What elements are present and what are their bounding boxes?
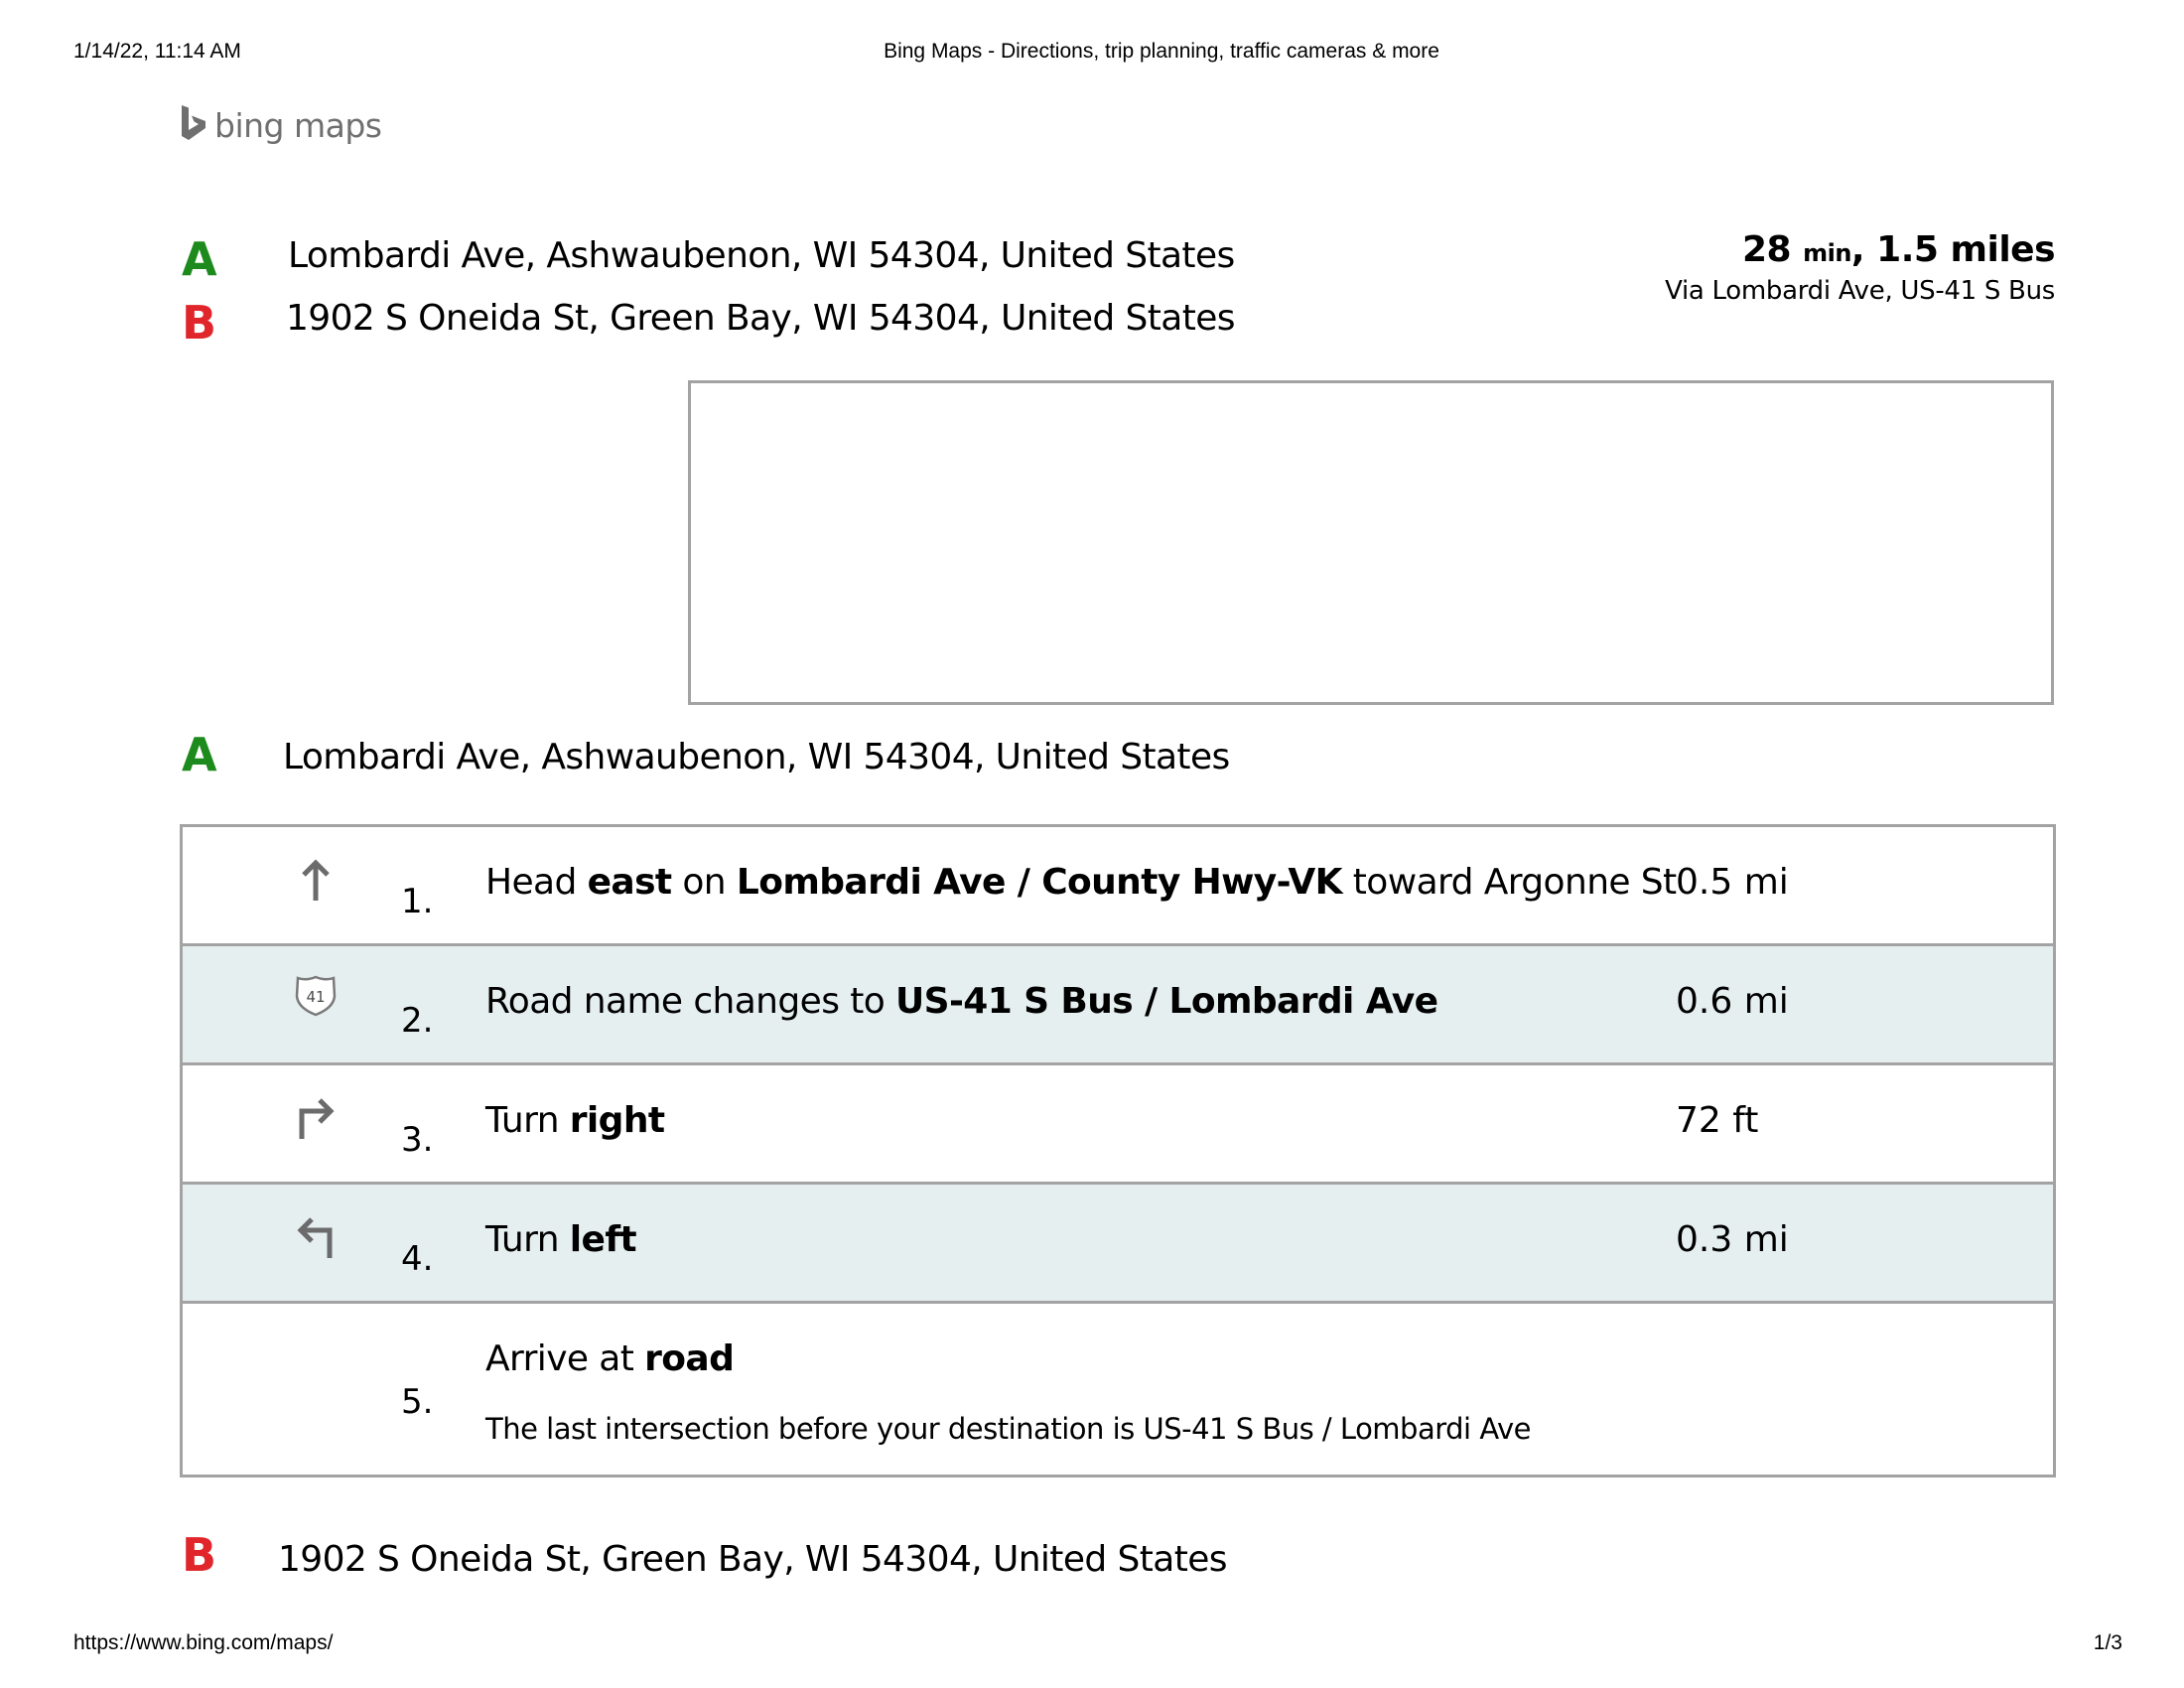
bing-logo-icon [179,103,208,148]
instruction-part: on [671,862,737,903]
duration-value: 28 [1741,229,1792,270]
step-note: The last intersection before your destination is US-41 S Bus / Lombardi Ave [485,1412,1531,1446]
us-41-shield-icon [292,972,340,1020]
instruction-emphasis: right [569,1100,665,1141]
print-page-number: 1/3 [2093,1631,2122,1654]
directions-list [180,824,2056,1477]
step-instruction [485,1219,637,1260]
step-number: 4. [401,1239,434,1279]
duration-unit: min [1803,239,1851,267]
step-distance: 72 ft [1676,1100,1759,1141]
waypoint-b-marker: B [182,296,217,350]
turn-right-icon [292,1095,340,1143]
route-time-distance [1665,230,2055,270]
print-url: https://www.bing.com/maps/ [73,1631,334,1654]
arrow-up-icon [292,857,340,905]
instruction-emphasis: east [587,862,672,903]
step-number: 2. [401,1001,434,1041]
print-page-title: Bing Maps - Directions, trip planning, traffic cameras & more [884,40,1439,63]
instruction-emphasis: road [644,1338,735,1379]
route-summary [1665,230,2055,306]
direction-step[interactable] [183,1304,2053,1475]
waypoint-b-address: 1902 S Oneida St, Green Bay, WI 54304, United States [286,298,1235,339]
logo-text: bing maps [214,106,382,145]
route-via: Via Lombardi Ave, US-41 S Bus [1665,275,2055,306]
start-marker: A [182,728,217,781]
instruction-part: Turn [485,1219,570,1260]
waypoint-a-address: Lombardi Ave, Ashwaubenon, WI 54304, United States [288,235,1235,276]
instruction-part: Road name changes to [485,981,895,1022]
end-address: 1902 S Oneida St, Green Bay, WI 54304, United States [278,1539,1227,1580]
step-distance: 0.3 mi [1676,1219,1789,1260]
instruction-emphasis: US-41 S Bus / Lombardi Ave [894,981,1438,1022]
print-datetime: 1/14/22, 11:14 AM [73,40,241,63]
step-distance: 0.6 mi [1676,981,1789,1022]
step-instruction [485,1100,665,1141]
instruction-part: toward Argonne St [1341,862,1677,903]
end-marker: B [182,1528,217,1582]
total-distance: 1.5 miles [1876,229,2055,270]
direction-step[interactable] [183,1185,2053,1304]
step-distance: 0.5 mi [1676,862,1789,903]
instruction-emphasis: left [569,1219,637,1260]
waypoint-a-marker: A [182,232,217,286]
step-number: 3. [401,1120,434,1160]
direction-step[interactable] [183,1065,2053,1185]
route-map[interactable] [688,380,2054,705]
instruction-part: Head [485,862,588,903]
direction-step[interactable] [183,827,2053,946]
instruction-emphasis: Lombardi Ave / County Hwy-VK [736,862,1342,903]
bing-maps-logo[interactable] [179,103,381,148]
step-instruction [485,862,1677,903]
step-instruction [485,1338,735,1379]
svg-text:41: 41 [306,988,326,1006]
step-number: 1. [401,882,434,921]
step-instruction [485,981,1438,1022]
summary-separator: , [1850,229,1865,270]
step-number: 5. [401,1382,434,1422]
instruction-part: Arrive at [485,1338,645,1379]
turn-left-icon [292,1214,340,1262]
start-address: Lombardi Ave, Ashwaubenon, WI 54304, United States [283,737,1230,777]
instruction-part: Turn [485,1100,570,1141]
direction-step[interactable] [183,946,2053,1065]
